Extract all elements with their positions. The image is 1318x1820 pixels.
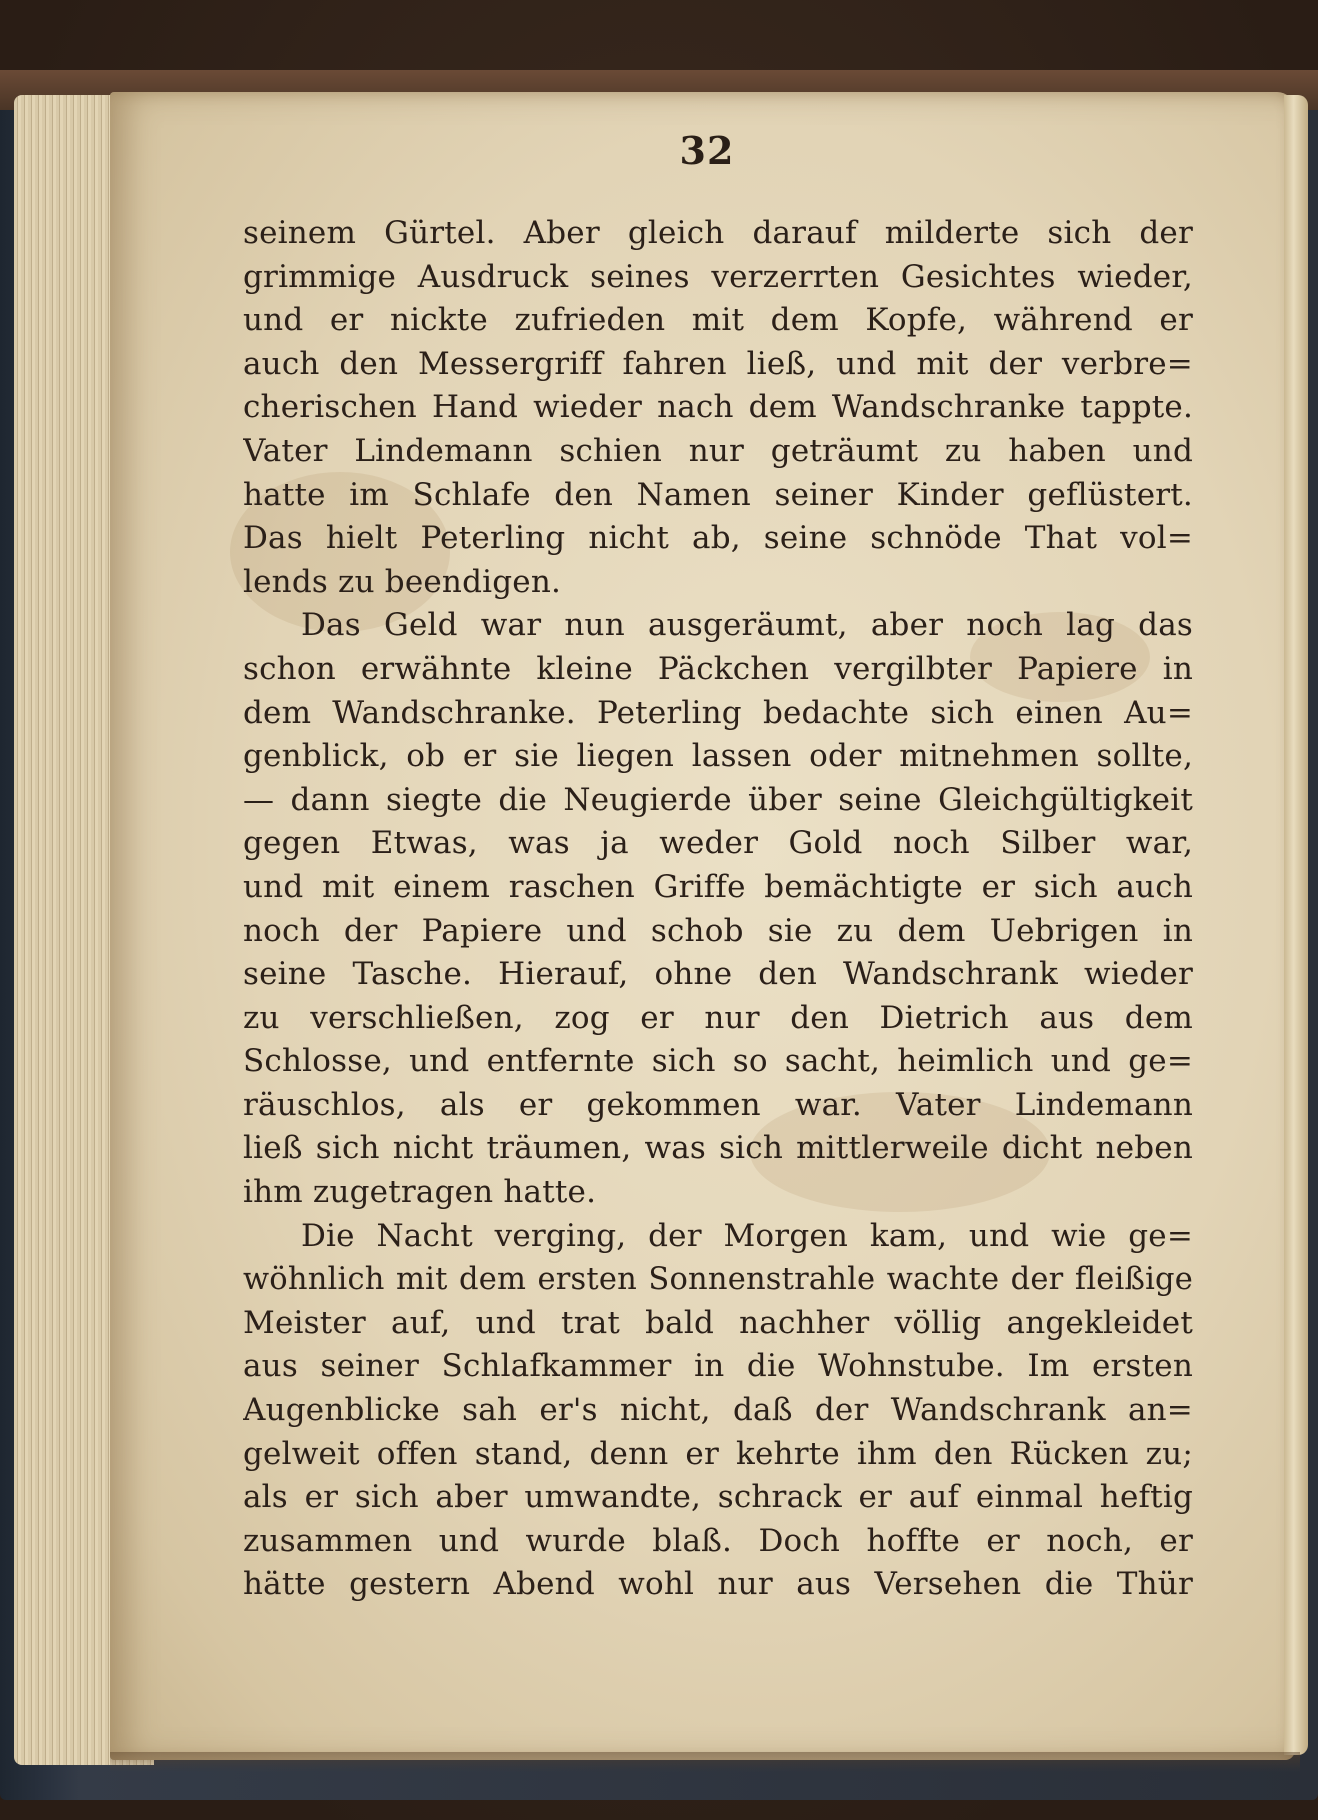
text-line: genblick, ob er sie liegen lassen oder mitnehmen sollte, <box>243 738 1193 775</box>
page-bottom-shadow <box>110 1752 1300 1772</box>
text-line: und er nickte zufrieden mit dem Kopfe, während er <box>243 302 1193 339</box>
text-line: ließ sich nicht träumen, was sich mittlerweile dicht neben <box>243 1130 1193 1167</box>
text-line: seine Tasche. Hierauf, ohne den Wandschrank wieder <box>243 956 1193 993</box>
text-line: Das Geld war nun ausgeräumt, aber noch lag das <box>301 607 1193 644</box>
text-line: gegen Etwas, was ja weder Gold noch Silber war, <box>243 825 1193 862</box>
text-line: seinem Gürtel. Aber gleich darauf milderte sich der <box>243 215 1193 251</box>
text-line: gelweit offen stand, denn er kehrte ihm den Rücken zu; <box>243 1435 1193 1472</box>
text-line: und mit einem raschen Griffe bemächtigte er sich auch <box>243 868 1193 905</box>
text-line: Meister auf, und trat bald nachher völlig angekleidet <box>243 1304 1193 1341</box>
text-line: noch der Papiere und schob sie zu dem Uebrigen in <box>243 912 1193 949</box>
text-line: räuschlos, als er gekommen war. Vater Lindemann <box>243 1086 1193 1123</box>
text-line: hatte im Schlafe den Namen seiner Kinder geflüstert. <box>243 476 1193 513</box>
text-line: schon erwähnte kleine Päckchen vergilbter Papiere in <box>243 650 1193 687</box>
text-line: auch den Messergriff fahren ließ, und mit der verbre= <box>243 345 1193 382</box>
text-line: als er sich aber umwandte, schrack er auf einmal heftig <box>243 1479 1193 1516</box>
text-line: Schlosse, und entfernte sich so sacht, heimlich und ge= <box>243 1043 1193 1080</box>
text-line: Die Nacht verging, der Morgen kam, und wie ge= <box>301 1217 1193 1254</box>
text-line: — dann siegte die Neugierde über seine Gleichgültigkeit <box>243 781 1193 818</box>
text-line: Vater Lindemann schien nur geträumt zu haben und <box>243 432 1193 469</box>
text-line: ihm zugetragen hatte. <box>243 1174 597 1211</box>
page-text <box>243 212 1193 1607</box>
text-line: dem Wandschranke. Peterling bedachte sich einen Au= <box>243 694 1193 731</box>
text-line: wöhnlich mit dem ersten Sonnenstrahle wachte der fleißige <box>243 1262 1193 1298</box>
text-line: lends zu beendigen. <box>243 563 562 600</box>
text-line: hätte gestern Abend wohl nur aus Versehen die Thür <box>243 1566 1193 1603</box>
text-line: aus seiner Schlafkammer in die Wohnstube. Im ersten <box>243 1348 1193 1385</box>
text-line: zu verschließen, zog er nur den Dietrich aus dem <box>243 999 1193 1036</box>
text-line: Das hielt Peterling nicht ab, seine schnöde That vol= <box>243 520 1193 557</box>
text-line: Augenblicke sah er's nicht, daß der Wandschrank an= <box>243 1392 1193 1429</box>
page-number: 32 <box>679 128 735 173</box>
page-right-edge <box>1284 95 1308 1755</box>
text-line: cherischen Hand wieder nach dem Wandschranke tappte. <box>243 389 1193 426</box>
text-line: grimmige Ausdruck seines verzerrten Gesichtes wieder, <box>243 258 1193 295</box>
text-line: zusammen und wurde blaß. Doch hoffte er noch, er <box>243 1522 1193 1559</box>
